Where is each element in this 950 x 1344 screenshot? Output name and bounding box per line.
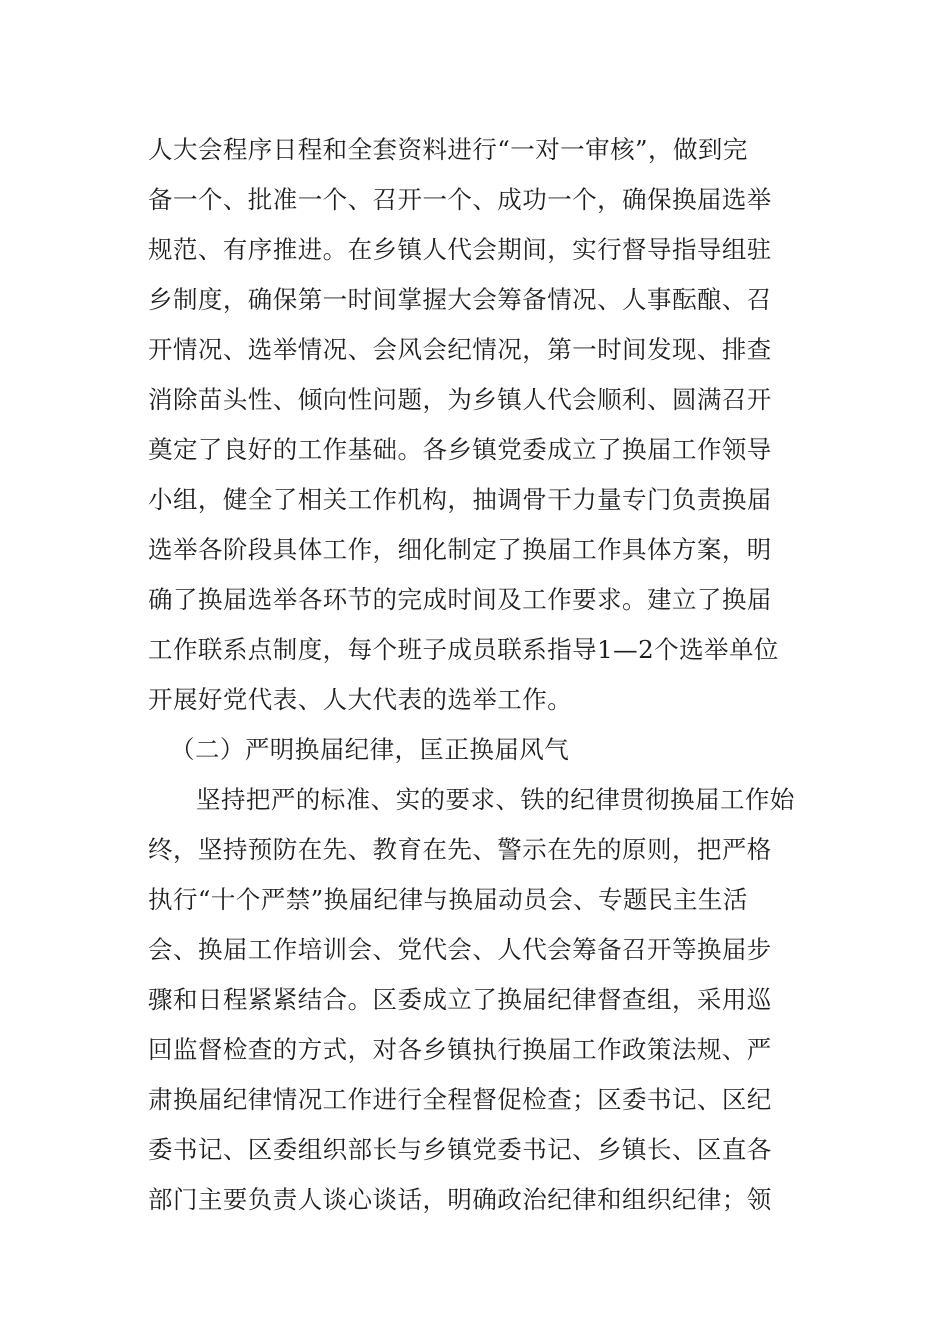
paragraph-1-line-10: 确了换届选举各环节的完成时间及工作要求。建立了换届 [148, 585, 772, 614]
paragraph-1-line-8: 小组，健全了相关工作机构，抽调骨干力量专门负责换届 [148, 485, 772, 514]
paragraph-1-line-2: 备一个、批准一个、召开一个、成功一个，确保换届选举 [148, 185, 772, 214]
paragraph-1-line-5: 开情况、选举情况、会风会纪情况，第一时间发现、排查 [148, 335, 772, 364]
paragraph-1-line-4: 乡制度，确保第一时间掌握大会筹备情况、人事酝酿、召 [148, 285, 772, 314]
section-heading: （二）严明换届纪律，匡正换届风气 [170, 735, 570, 764]
paragraph-1-line-6: 消除苗头性、倾向性问题，为乡镇人代会顺利、圆满召开 [148, 385, 772, 414]
paragraph-1-line-11: 工作联系点制度，每个班子成员联系指导1—2个选举单位 [148, 635, 779, 664]
paragraph-2-line-4: 会、换届工作培训会、党代会、人代会筹备召开等换届步 [148, 935, 772, 964]
paragraph-2-line-5: 骤和日程紧紧结合。区委成立了换届纪律督查组，采用巡 [148, 985, 772, 1014]
paragraph-2-line-1: 坚持把严的标准、实的要求、铁的纪律贯彻换届工作始 [196, 785, 795, 814]
paragraph-1-line-12: 开展好党代表、人大代表的选举工作。 [148, 685, 573, 714]
paragraph-2-line-9: 部门主要负责人谈心谈话，明确政治纪律和组织纪律；领 [148, 1185, 772, 1214]
paragraph-1-line-9: 选举各阶段具体工作，细化制定了换届工作具体方案，明 [148, 535, 772, 564]
paragraph-2-line-3: 执行“十个严禁”换届纪律与换届动员会、专题民主生活 [148, 885, 748, 914]
paragraph-1-line-1: 人大会程序日程和全套资料进行“一对一审核”，做到完 [148, 135, 748, 164]
paragraph-2-line-7: 肃换届纪律情况工作进行全程督促检查；区委书记、区纪 [148, 1085, 772, 1114]
paragraph-2-line-8: 委书记、区委组织部长与乡镇党委书记、乡镇长、区直各 [148, 1135, 772, 1164]
paragraph-1-line-3: 规范、有序推进。在乡镇人代会期间，实行督导指导组驻 [148, 235, 772, 264]
paragraph-1-line-7: 奠定了良好的工作基础。各乡镇党委成立了换届工作领导 [148, 435, 772, 464]
paragraph-2-line-2: 终，坚持预防在先、教育在先、警示在先的原则，把严格 [148, 835, 772, 864]
paragraph-2-line-6: 回监督检查的方式，对各乡镇执行换届工作政策法规、严 [148, 1035, 772, 1064]
